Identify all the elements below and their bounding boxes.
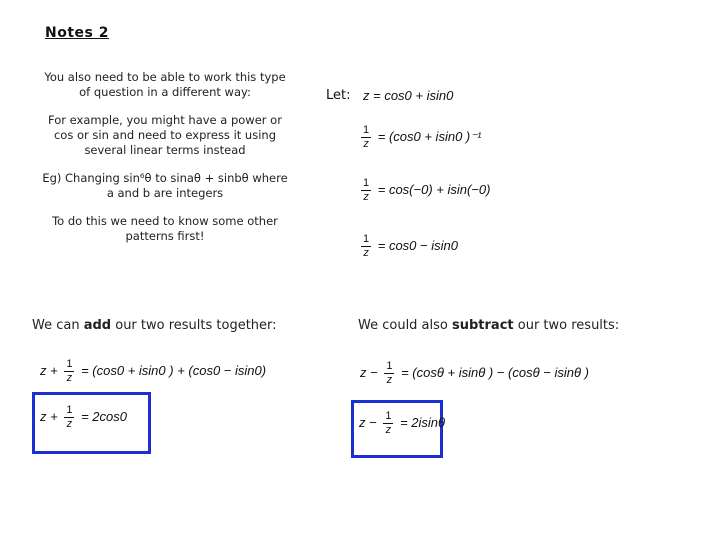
fraction: $\frac{1}{z}$ bbox=[66, 358, 73, 384]
patterns-paragraph: To do this we need to know some other patterns first! bbox=[52, 214, 278, 243]
reciprocal-eq-2: $\frac{1}{z}$ = cos(−0) + isin(−0) bbox=[363, 177, 491, 203]
reciprocal-eq-1: $\frac{1}{z}$ = (cos0 + isin0 )⁻¹ bbox=[363, 124, 482, 150]
fraction: $\frac{1}{z}$ bbox=[66, 404, 73, 430]
fraction: $\frac{1}{z}$ bbox=[386, 360, 393, 386]
subtract-result: z − $\frac{1}{z}$ = 2isinθ bbox=[359, 410, 446, 436]
fraction: $\frac{1}{z}$ bbox=[385, 410, 392, 436]
subtract-equation: z − $\frac{1}{z}$ = (cosθ + isinθ ) − (cosθ − isinθ ) bbox=[360, 360, 589, 386]
fraction: $\frac{1}{z}$ bbox=[363, 124, 370, 150]
eg-paragraph: Eg) Changing sin⁶θ to sinaθ + sinbθ where a and b are integers bbox=[42, 171, 288, 200]
example-paragraph: For example, you might have a power or cos or sin and need to express it using several linear terms instead bbox=[48, 113, 282, 157]
intro-paragraph: You also need to be able to work this type of question in a different way: bbox=[44, 70, 286, 99]
z-definition: z = cos0 + isin0 bbox=[363, 88, 454, 103]
fraction: $\frac{1}{z}$ bbox=[363, 233, 370, 259]
fraction: $\frac{1}{z}$ bbox=[363, 177, 370, 203]
add-result: z + $\frac{1}{z}$ = 2cos0 bbox=[40, 404, 127, 430]
add-heading: We can add our two results together: bbox=[32, 318, 277, 333]
reciprocal-eq-3: $\frac{1}{z}$ = cos0 − isin0 bbox=[363, 233, 458, 259]
page-title: Notes 2 bbox=[45, 25, 109, 41]
let-label: Let: bbox=[326, 88, 351, 103]
add-equation: z + $\frac{1}{z}$ = (cos0 + isin0 ) + (cos0 − isin0) bbox=[40, 358, 267, 384]
subtract-heading: We could also subtract our two results: bbox=[358, 318, 620, 333]
